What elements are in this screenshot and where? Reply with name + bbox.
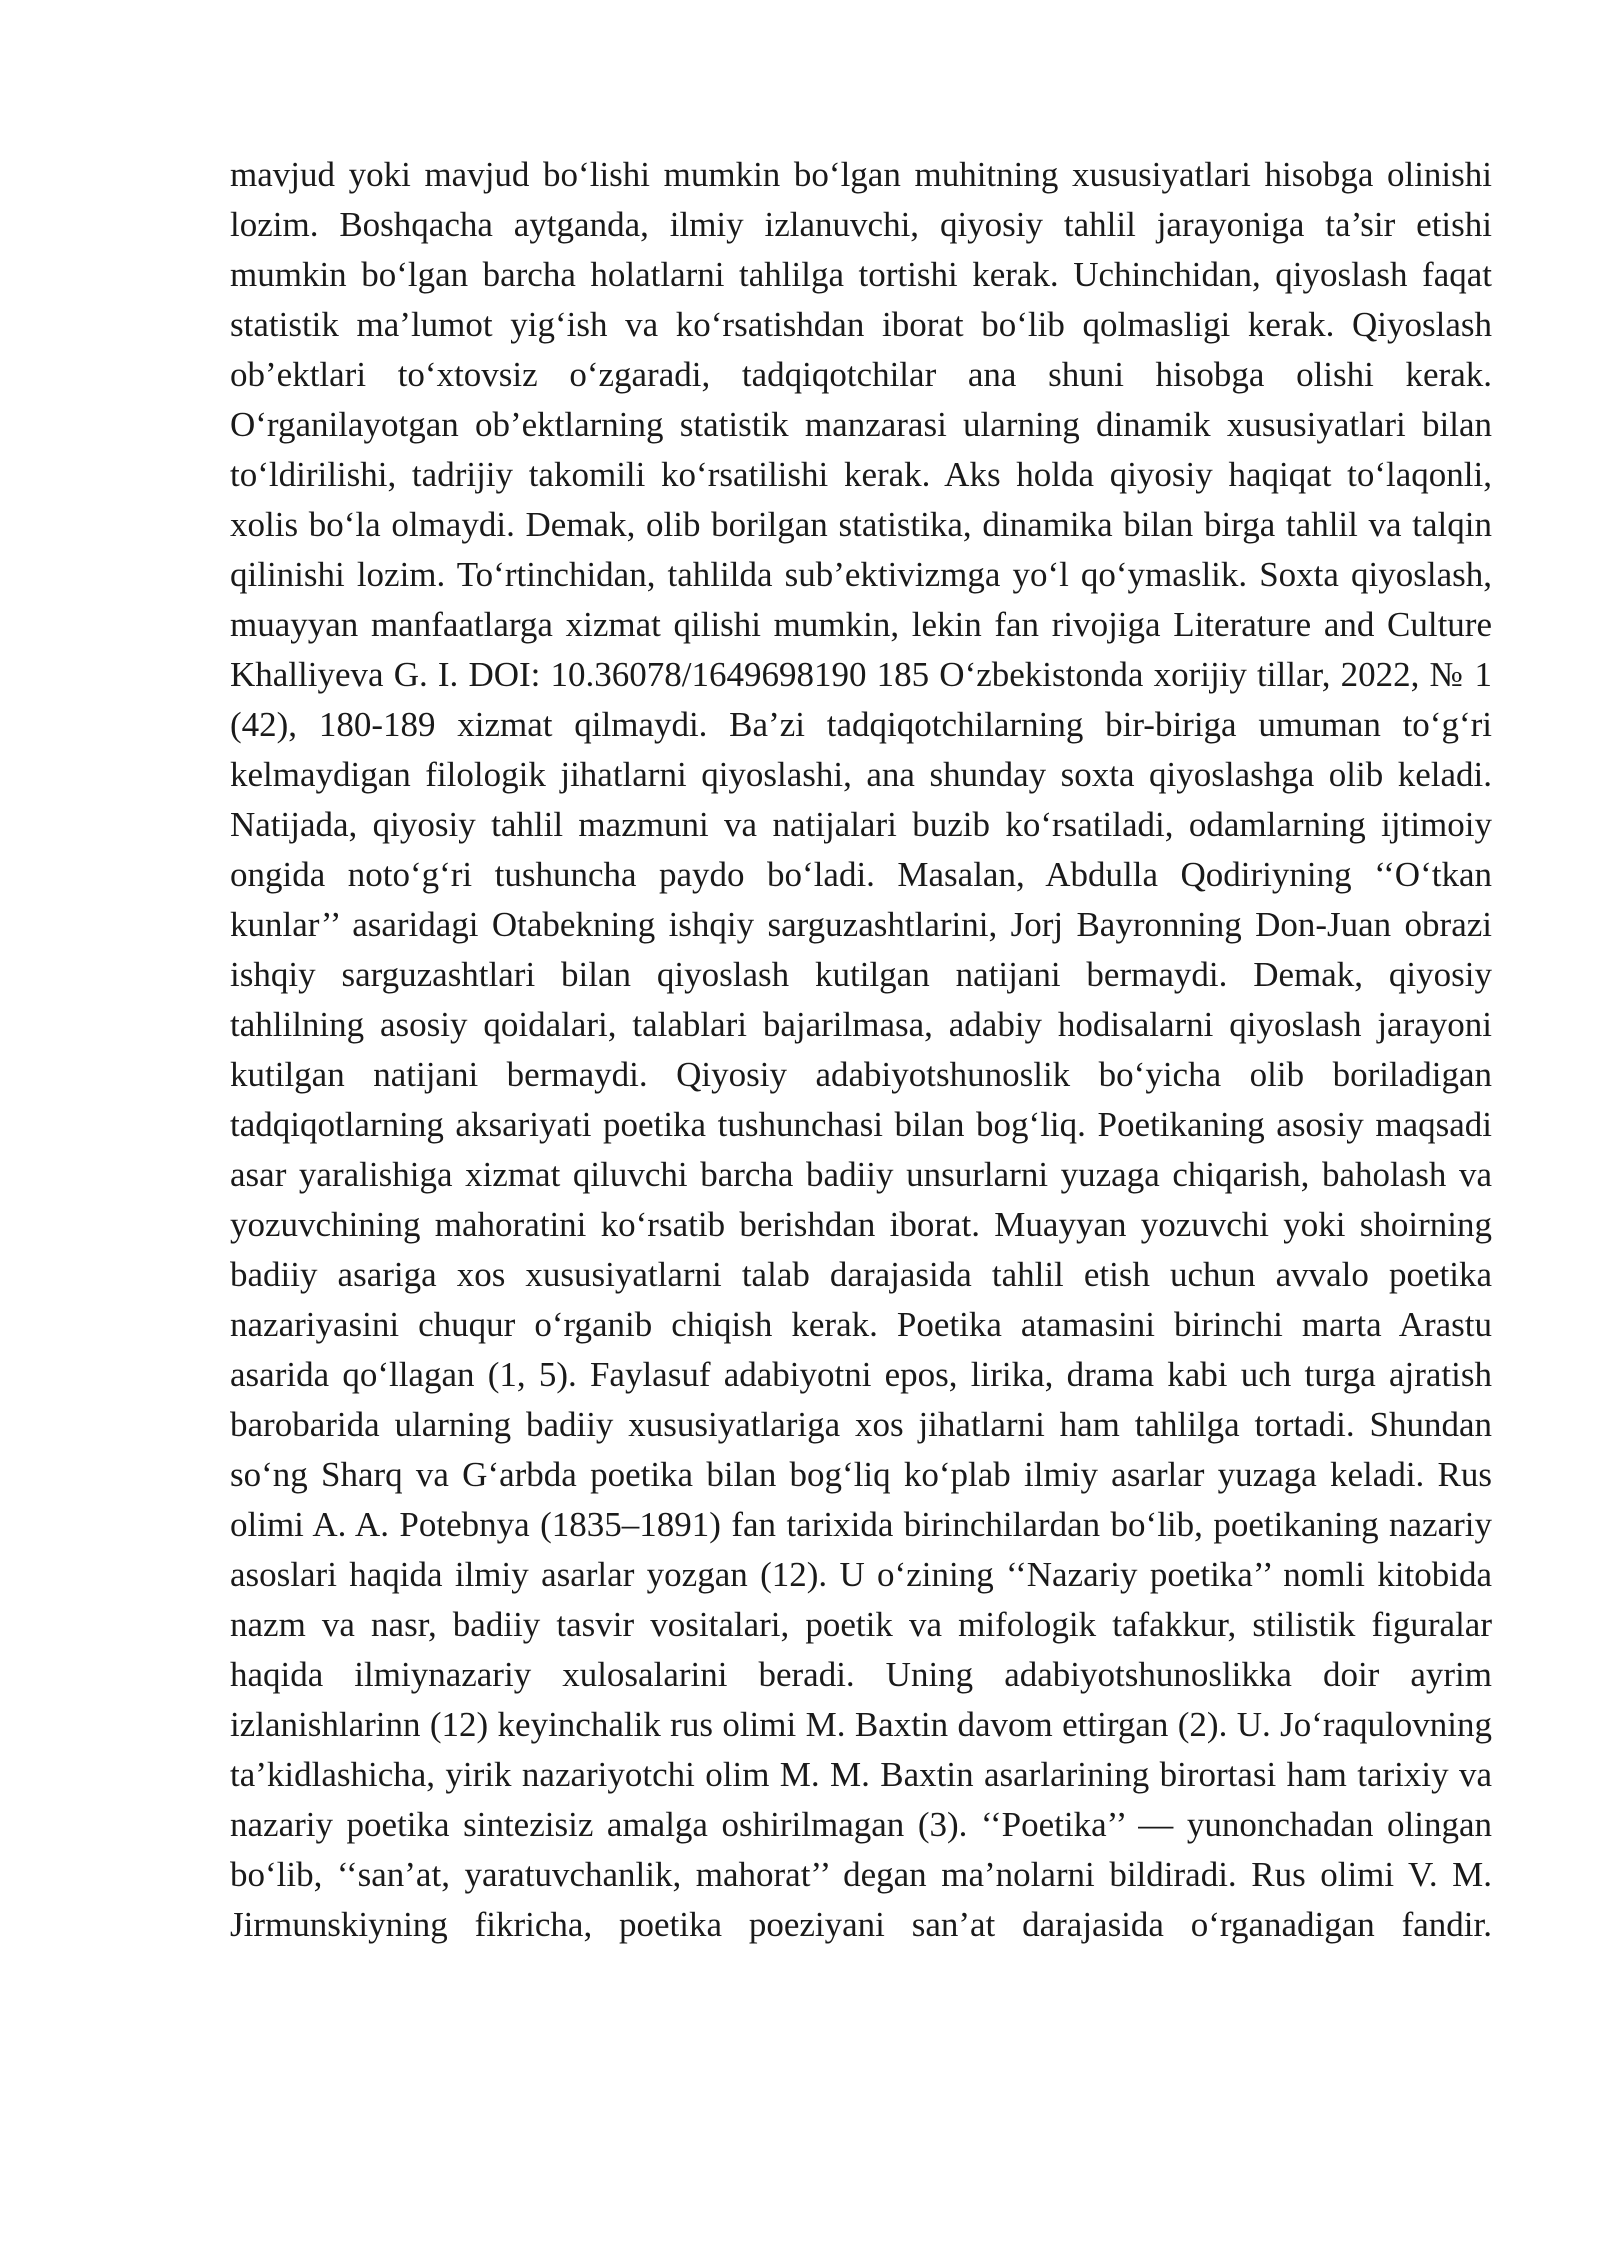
body-paragraph: mavjud yoki mavjud bo‘lishi mumkin bo‘lgan muhitning xususiyatlari hisobga olinishi lozim. Boshqacha aytganda, ilmiy izlanuvchi, qiyosiy tahlil jarayoniga ta’sir etishi mumkin bo‘lgan barcha holatlarni tahlilga tortishi kerak. Uchinchidan, qiyoslash faqat statistik ma’lumot yig‘ish va ko‘rsatishdan iborat bo‘lib qolmasligi kerak. Qiyoslash ob’ektlari to‘xtovsiz o‘zgaradi, tadqiqotchilar ana shuni hisobga olishi kerak. O‘rganilayotgan ob’ektlarning statistik manzarasi ularning dinamik xususiyatlari bilan to‘ldirilishi, tadrijiy takomili ko‘rsatilishi kerak. Aks holda qiyosiy haqiqat to‘laqonli, xolis bo‘la olmaydi. Demak, olib borilgan statistika, dinamika bilan birga tahlil va talqin qilinishi lozim. To‘rtinchidan, tahlilda sub’ektivizmga yo‘l qo‘ymaslik. Soxta qiyoslash, muayyan manfaatlarga xizmat qilishi mumkin, lekin fan rivojiga Literature and Culture Khalliyeva G. I. DOI: 10.36078/1649698190 185 O‘zbekistonda xorijiy tillar, 2022, № 1 (42), 180-189 xizmat qilmaydi. Ba’zi tadqiqotchilarning bir-biriga umuman to‘g‘ri kelmaydigan filologik jihatlarni qiyoslashi, ana shunday soxta qiyoslashga olib keladi. Natijada, qiyosiy tahlil mazmuni va natijalari buzib ko‘rsatiladi, odamlarning ijtimoiy ongida noto‘g‘ri tushuncha paydo bo‘ladi. Masalan, Abdulla Qodiriyning ‘‘O‘tkan kunlar’’ asaridagi Otabekning ishqiy sarguzashtlarini, Jorj Bayronning Don-Juan obrazi ishqiy sarguzashtlari bilan qiyoslash kutilgan natijani bermaydi. Demak, qiyosiy tahlilning asosiy qoidalari, talablari bajarilmasa, adabiy hodisalarni qiyoslash jarayoni kutilgan natijani bermaydi. Qiyosiy adabiyotshunoslik bo‘yicha olib boriladigan tadqiqotlarning aksariyati poetika tushunchasi bilan bog‘liq. Poetikaning asosiy maqsadi asar yaralishiga xizmat qiluvchi barcha badiiy unsurlarni yuzaga chiqarish, baholash va yozuvchining mahoratini ko‘rsatib berishdan iborat. Muayyan yozuvchi yoki shoirning badiiy asariga xos xususiyatlarni talab darajasida tahlil etish uchun avvalo poetika nazariyasini chuqur o‘rganib chiqish kerak. Poetika atamasini birinchi marta Arastu asarida qo‘llagan (1, 5). Faylasuf adabiyotni epos, lirika, drama kabi uch turga ajratish barobarida ularning badiiy xususiyatlariga xos jihatlarni ham tahlilga tortadi. Shundan so‘ng Sharq va G‘arbda poetika bilan bog‘liq ko‘plab ilmiy asarlar yuzaga keladi. Rus olimi A. A. Potebnya (1835–1891) fan tarixida birinchilardan bo‘lib, poetikaning nazariy asoslari haqida ilmiy asarlar yozgan (12). U o‘zining ‘‘Nazariy poetika’’ nomli kitobida nazm va nasr, badiiy tasvir vositalari, poetik va mifologik tafakkur, stilistik figuralar haqida ilmiynazariy xulosalarini beradi. Uning adabiyotshunoslikka doir ayrim izlanishlarinn (12) keyinchalik rus olimi M. Baxtin davom ettirgan (2). U. Jo‘raqulovning ta’kidlashicha, yirik nazariyotchi olim M. M. Baxtin asarlarining birortasi ham tarixiy va nazariy poetika sintezisiz amalga oshirilmagan (3). ‘‘Poetika’’ — yunonchadan olingan bo‘lib, ‘‘san’at, yaratuvchanlik, mahorat’’ degan ma’nolarni bildiradi. Rus olimi V. M. Jirmunskiyning fikricha, poetika poeziyani san’at darajasida o‘rganadigan fandir. bbox=[230, 155, 1492, 1944]
